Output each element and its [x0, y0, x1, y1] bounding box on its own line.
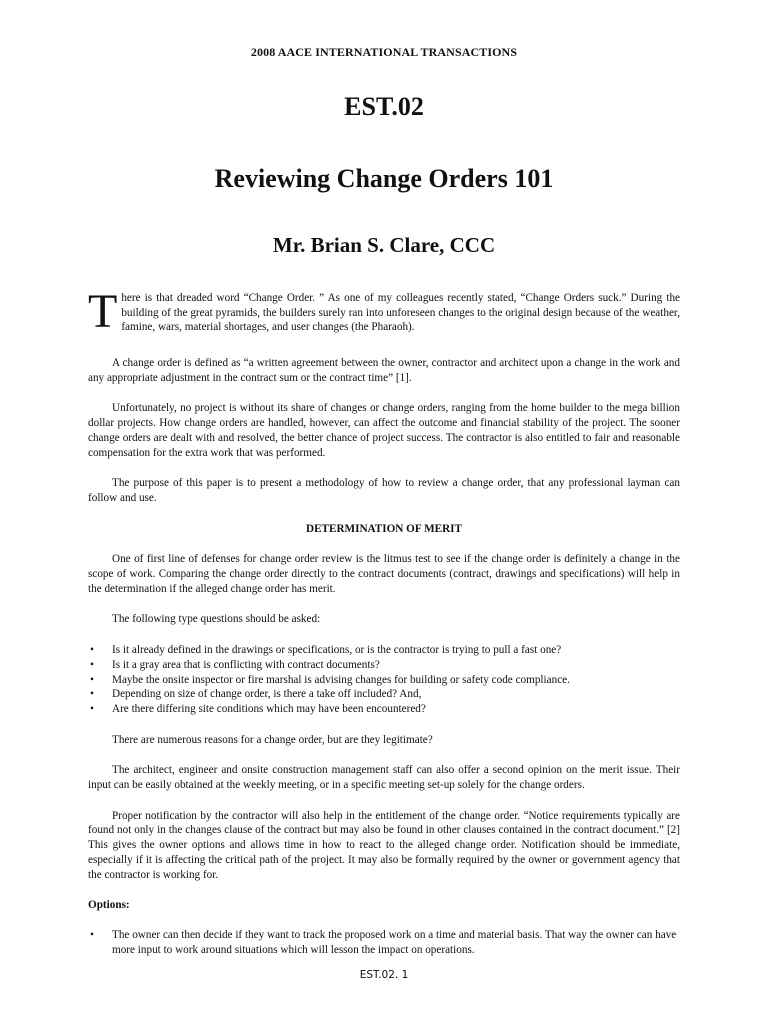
list-item — [88, 687, 680, 702]
list-item — [88, 643, 680, 658]
list-item — [88, 673, 680, 688]
questions-intro-paragraph: The following type questions should be asked: — [112, 613, 321, 626]
list-item — [88, 702, 680, 717]
paper-title: Reviewing Change Orders 101 — [214, 164, 554, 193]
list-item — [88, 928, 680, 957]
running-header: 2008 AACE INTERNATIONAL TRANSACTIONS — [250, 45, 518, 59]
bullet-icon: • — [90, 644, 94, 657]
list-item-text: Is it a gray area that is conflicting with contract documents? — [112, 658, 380, 671]
bullet-icon: • — [90, 928, 94, 941]
bullet-icon: • — [90, 658, 94, 671]
paper-body — [88, 285, 680, 973]
paper-author: Mr. Brian S. Clare, CCC — [272, 233, 496, 257]
drop-cap: T — [88, 285, 118, 338]
page-footer: EST.02. 1 — [359, 969, 409, 981]
second-opinion-paragraph: The architect, engineer and onsite construction management staff can also offer a second opinion on the merit issue. Their input can be easily obtained at the weekly meeting, or in a specific meeting set-up solely for the change orders. — [88, 764, 680, 792]
definition-paragraph: A change order is defined as “a written agreement between the owner, contractor and architect upon a change in the work and any appropriate adjustment in the contract sum or the contract time” [1]. — [88, 357, 680, 384]
question-list — [88, 643, 680, 717]
bullet-icon: • — [90, 702, 94, 715]
intro-text: here is that dreaded word “Change Order. ” As one of my colleagues recently stated, “Change Orders suck.” During the building of the great pyramids, the builders surely ran into unforeseen changes to the original design because of the weather, famine, wars, material shortages, and user changes (the Pharaoh). — [121, 292, 680, 334]
section-heading-options: Options: — [88, 899, 130, 912]
section-heading-merit: DETERMINATION OF MERIT — [305, 522, 462, 535]
purpose-paragraph: The purpose of this paper is to present a methodology of how to review a change order, that any professional layman can follow and use. — [88, 477, 680, 504]
litmus-paragraph: One of first line of defenses for change order review is the litmus test to see if the change order is definitely a change in the scope of work. Comparing the change order directly to the contract documents (contract, drawings and specifications) will help in the determination if the alleged change order has merit. — [88, 553, 680, 595]
list-item-text: Depending on size of change order, is there a take off included? And, — [112, 688, 422, 701]
list-item — [88, 658, 680, 673]
options-list — [88, 928, 680, 957]
list-item-text: Maybe the onsite inspector or fire marshal is advising changes for building or safety code compliance. — [112, 673, 570, 686]
bullet-icon: • — [90, 673, 94, 686]
list-item-text: Is it already defined in the drawings or specifications, or is the contractor is trying to pull a fast one? — [112, 644, 562, 657]
unfortunately-paragraph: Unfortunately, no project is without its share of changes or change orders, ranging from the home builder to the mega billion dollar projects. How change orders are handled, however, can affect the outcome and financial stability of the project. The sooner change orders are dealt with and resolved, the better chance of project success. The contractor is also entitled to fair and reasonable compensation for the extra work that was performed. — [88, 402, 680, 459]
notification-paragraph: Proper notification by the contractor will also help in the entitlement of the change order. “Notice requirements typically are found not only in the changes clause of the contract but may also be found in other clauses contained in the contract document.” [2] This gives the owner options and allows time in how to react to the alleged change order. Notification should be immediate, especially if it is affecting the critical path of the project. It may also be formally required by the owner or government agency that the contractor is working for. — [88, 809, 680, 881]
paper-code: EST.02 — [344, 92, 424, 121]
intro-paragraph — [88, 285, 680, 338]
list-item-text: Are there differing site conditions which may have been encountered? — [112, 702, 426, 715]
bullet-icon: • — [90, 688, 94, 701]
legitimate-paragraph: There are numerous reasons for a change order, but are they legitimate? — [112, 733, 433, 746]
list-item-text: The owner can then decide if they want to track the proposed work on a time and material basis. That way the owner can have more input to work around situations which will lesson the impact on operations. — [112, 928, 677, 956]
